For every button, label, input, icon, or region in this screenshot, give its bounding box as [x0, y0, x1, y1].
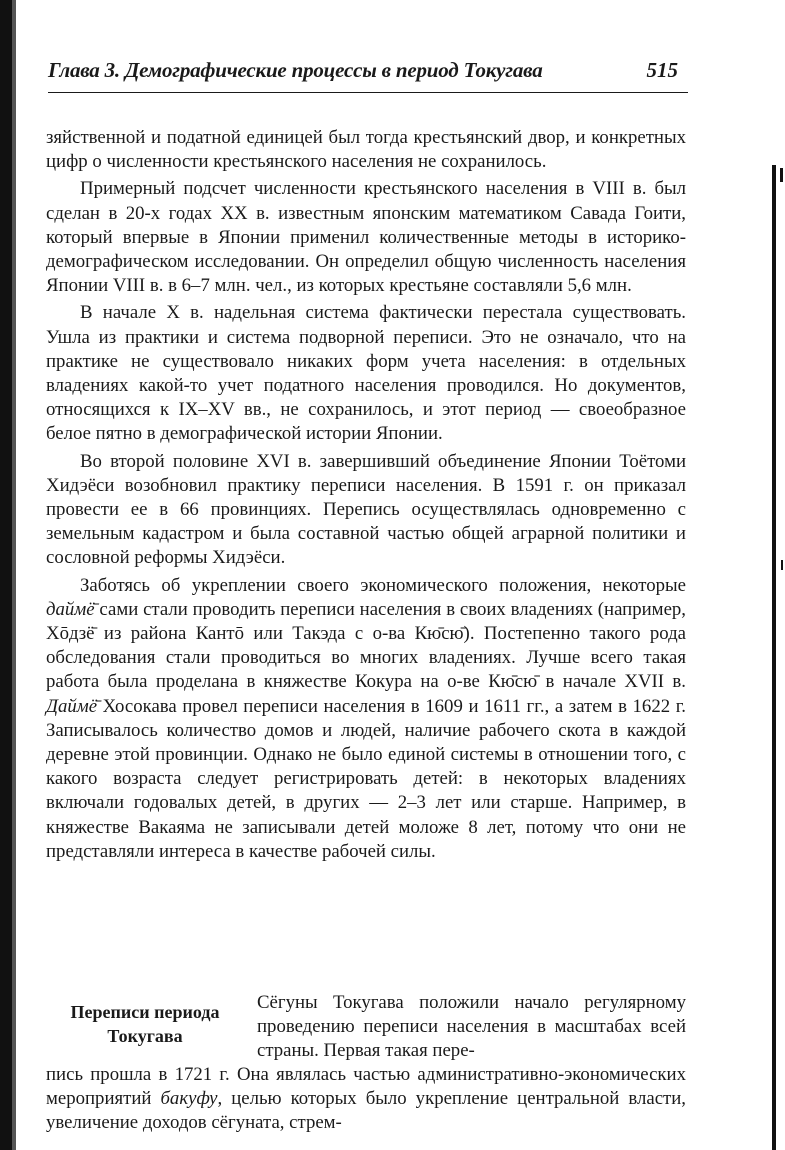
scan-speck: [780, 168, 783, 182]
body-text: [46, 126, 686, 864]
page-number: 515: [646, 58, 678, 82]
running-title: Глава 3. Демографические процессы в период Токугава: [48, 58, 543, 82]
term-daimyo: даймё̄: [46, 598, 95, 620]
text-run: Хосокава провел переписи населения в 1609 и 1611 гг., а затем в 1622 г. Записывалось количество домов и людей, наличие рабочего скота в каждой деревне этой провинции. Однако не было единой системы в отношении того, с какого возраста следует регистрировать детей: в некоторых владениях включали годовалых детей, в других — 2–3 лет или старше. Например, в княжестве Вакаяма не записывали детей моложе 8 лет, потому что они не представляли интереса в качестве рабочей силы.: [46, 695, 686, 862]
paragraph-tenth-century: В начале X в. надельная система фактически перестала существовать. Ушла из практики и система подворной переписи. Это не означало, что на практике не существовало никаких форм учета населения: в отдельных владениях какой-то учет податного населения проводился. Но документов, относящихся к IX–XV вв., не сохранилось, и этот период — своеобразное белое пятно в демографической истории Японии.: [46, 302, 686, 445]
scan-speck: [781, 560, 783, 570]
scan-binding-shadow: [12, 0, 16, 1150]
section-opening-text: Сёгуны Токугава положили начало регулярному проведению переписи населения в масштабах всей страны. Первая такая пере-: [257, 992, 686, 1062]
term-bakufu: бакуфу: [160, 1088, 218, 1110]
term-daimyo: Даймё̄: [46, 695, 98, 717]
text-run: сами стали проводить переписи населения в своих владениях (например, Хōдзё̄ из района Кантō или Такэда с о-ва Кю̄сю̄). Постепенно такого рода обследования стали проводиться во многих владениях. Лучше всего такая работа была проделана в княжестве Кокура на о-ве Кю̄сю̄ в начале XVII в.: [46, 598, 686, 693]
text-run: Заботясь об укреплении своего экономического положения, некоторые: [80, 574, 686, 596]
running-head: [48, 54, 688, 93]
text-run: пись прошла в 1721 г. Она являлась частью административно-экономических мероприятий: [46, 1064, 686, 1110]
scan-binding-edge: [0, 0, 12, 1150]
paragraph-continuation: зяйственной и податной единицей был тогда крестьянский двор, и конкретных цифр о численности крестьянского населения не сохранилось.: [46, 127, 686, 173]
paragraph-daimyo-censuses: [46, 574, 686, 864]
scan-right-edge: [772, 165, 776, 1150]
text-run: , целью которых было укрепление центральной власти, увеличение доходов сёгуната, стрем-: [46, 1088, 686, 1134]
section-continuation-text: [46, 1063, 686, 1136]
paragraph-hideyoshi-census: Во второй половине XVI в. завершивший объединение Японии Тоётоми Хидэёси возобновил практику переписи населения. В 1591 г. он приказал провести ее в 66 провинциях. Перепись осуществлялась одновременно с земельным кадастром и была составной частью общей аграрной политики и сословной реформы Хидэёси.: [46, 450, 686, 569]
paragraph-savada-estimate: Примерный подсчет численности крестьянского населения в VIII в. был сделан в 20-х годах XX в. известным японским математиком Савада Гоити, который впервые в Японии применил количественные методы в историко-демографическом исследовании. Он определил общую численность населения Японии VIII в. в 6–7 млн. чел., из которых крестьяне составляли 5,6 млн.: [46, 178, 686, 297]
section-margin-heading: Переписи периода Токугава: [70, 1002, 220, 1046]
